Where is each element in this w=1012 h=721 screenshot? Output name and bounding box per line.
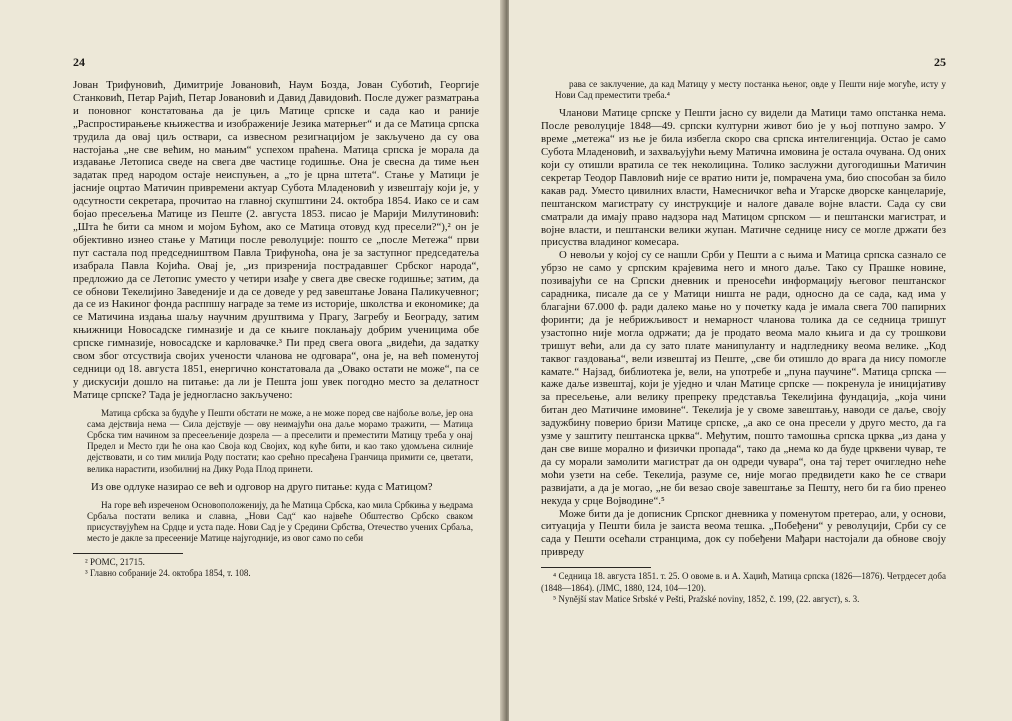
left-block-quote-2: На горе већ изреченом Основоположенију, да ће Матица Србска, као мила Србкиња у њедрама Србаља постати велика и славна, „Нови Сад“ као највеће Обштество Србско сваком присуствујућем на Срдце и уста паде. Нови Сад је у Средини Србства, Отечество учених Србаља, место је дакле за пресееније Матице најугодније, из овог само по себи: [87, 499, 473, 544]
footnote-5: ⁵ Nynější stav Matice Srbské v Pešti, Pražské noviny, 1852, č. 199, (22. август), s. 3.: [553, 594, 860, 605]
page-number-left: 24: [73, 55, 85, 69]
right-top-quote: рава се заклучение, да кад Матицу у месту постанка њеног, овде у Пешти није могуће, исту у Нови Сад преместити треба.⁴: [555, 79, 946, 101]
footnote-rule-left: [73, 553, 183, 554]
footnote-4: ⁴ Седница 18. августа 1851. т. 25. О овоме в. и А. Хаџић, Матица српска (1826—1876). Четрдесет доба (1848—1864). (ЛМС, 1880, 124, 104—120).: [541, 571, 946, 593]
page-number-right: 25: [934, 55, 946, 69]
left-footnotes: [73, 557, 479, 580]
left-page: [0, 0, 503, 721]
footnote-3: ³ Главно собраније 24. октобра 1854, т. 108.: [85, 568, 251, 579]
left-question-paragraph: Из ове одлуке назирао се већ и одговор на друго питање: куда с Матицом?: [91, 480, 433, 493]
left-block-quote-1: Матица србска за будуће у Пешти обстати не може, а не може поред све најбоље воље, јер она сама дејствија нема — Сила дејствује — ову неимајући она даље морамо тражити, — Матица Србска тим начином за пресеељеније дозрела — а преселити и преместити Матицу треба у онај Предел и Место гди ће она као Своја код Својих, код куће бити, и као тако удомљена силније дејствовати, и со тим милија Роду постати; као срећно пресађена Гранчица примити се, цветати, велика нарастити, изобилниј на Дику Рода Плод принети.: [87, 407, 473, 474]
right-footnotes: [541, 571, 946, 606]
right-page: [509, 0, 1012, 721]
right-paragraph-2: О невољи у којој су се нашли Срби у Пешти а с њима и Матица српска сазнало се убрзо не само у српским крајевима него и много даље. Тако су Прашке новине, позивајући се на Српски дневник и преносећи информацију његовог пештанског сарадника, писале да се у Матици ништа не ради, односно да се сада, кад има у благајни 67.000 ф. ради далеко мање но у почетку када је имала свега 700 папирних форинти; да је небрижљивост и немарност чланова толика да се седница тришут узастопно није могла одржати; да је продато веома мало књига и да су трошкови тришут већи, али да су зато плате манипуланту и надгледнику веома велике. „Код таквог газдовања“, вели извештај из Пеште, „све би отишло до врага да нису помогле камате.“ Најзад, библиотека је, вели, на употребе и „пуна паучине“. Матица српска — каже даље извештај, који је уједно и члан Матице српске — покренула је иницијативу за пресељење, али велику препреку представља Текелијина фундација, „која чини битан део Матичине имовине“. Текелија је у своме завештању, наводи се даље, своју задужбину поверио бризи Матице српске, „а ако се она пресели у друго место, да га узме у заштиту пештанска црква“. Међутим, пошто тамошња српска црква „из дана у дан све више морално и физички пропада“, тако да „нема ко да буде црквени чувар, те да су морали замолити магистрат да он одреди чувара“, она тај терет очигледно неће моћи узети на себе. Текелија, разуме се, није могао предвидети како ће се ствари развијати, а да је могао, „не би везао своје завештање за Пешту, него би га био пренео некуда у срце Војводине“.⁵: [541, 249, 946, 507]
footnote-rule-right: [541, 567, 651, 568]
left-paragraph-1: Јован Трифуновић, Димитрије Јовановић, Наум Бозда, Јован Суботић, Георгије Станковић, Петар Рајић, Петар Јовановић и Давид Давидовић. После дужег разматрања и поновног констатовања да је циљ Матице српске и сада као и раније „Распростирањење књижества и изображеније Језика матерњег“ и да се Матица српска трудила да овај циљ оствари, са извесном резигнацијом је закључено да су ова настојања „не све већим, но мањим“ успехом праћена. Матица српска је морала да издавање Летописа сведе на свега две частице годишње. Она је свесна да тиме њен задатак пред народом остаје неиспуњен, а „то је црна штета“. Стање у Матици је јасније оцртао Матичин привремени актуар Субота Младеновић у извештају који је, у одсутности секретара, прочитао на главној скупштини 24. октобра 1854. Иако се и сам бојао пресељења Матице из Пеште (2. августа 1853. писао је Марији Милутиновић: „Шта ће бити са мном и мојом Бућом, ако се Матица отовуд куд пресели?“),² он је објективно изнео стање у Матици после револуције: пошто се „после Метежа“ први пут састала под председништвом Павла Трифуноћа, она је за заступног председатеља изабрала Павла Којића. Овај је, „из призренија пострадавшег Србског народа“, предложио да се Летопис уместо у четири изађе у свега две свеске годишње; затим, да се обнови Текелијино Заведеније и да се доведе у ред завештање Јована Паликучевног; да се из Накиног фонда расппшу награде за теме из историје, школства и економике; да се Матичина издања шаљу научним друштвима у Прагу, Загребу и Београду, затим књижници Новосадске гимназије и да се књиге поклањају добрим ученицима обе српске гимназије, новосадске и карловачке.³ Пи пред свега овога „видећи, да задатку свом због отсуствија својих учености чланова не одговара“, она је, на већ поменутој седници од 18. августа 1851, енергично констатовала да „Овако остати не може“, па се у дискусији дошло на питање: да ли је Пешта још увек погодно место за делатност Матице српске? Тада је једногласно закључено:: [73, 79, 479, 401]
right-paragraph-1: Чланови Матице српске у Пешти јасно су видели да Матици тамо опстанка нема. После револуције 1848—49. српски културни живот био је у њој потпуно замро. У време „метежа“ из ње је била избегла скоро сва српска интелигенција. Остао је само Субота Младеновић, и захваљујући њему Матична имовина је остала очувана. Од оних који су отишли вратила се тек неколицина. Толико заслужни дугогодишњи Матичин секретар Теодор Павловић није се вратио нити је, помрачена ума, био способан за било какав рад. Уместо цивилних власти, Намесничког већа и Угарске дворске канцеларије, пештанском магистрату су инструкције и налоге давале војне власти. Сада су сви сматрали да имају право надзора над Матицом српском — и пештански магистрат, и војне власти, и пештански велики жупан. Матичне седнице нису се могле држати без присуства владиног комесара.: [541, 107, 946, 249]
left-page-content: [73, 79, 479, 580]
footnote-2: ² РОМС, 21715.: [85, 556, 145, 567]
right-paragraph-3: Може бити да је дописник Српског дневника у поменутом претерао, али, у основи, ситуација у Пешти била је заиста веома тешка. „Побеђени“ у револуцији, Срби су се сада у Пешти осећали странцима, док су побеђени Мађари настојали да обнове своју привреду: [541, 507, 946, 559]
right-page-content: [541, 79, 946, 606]
